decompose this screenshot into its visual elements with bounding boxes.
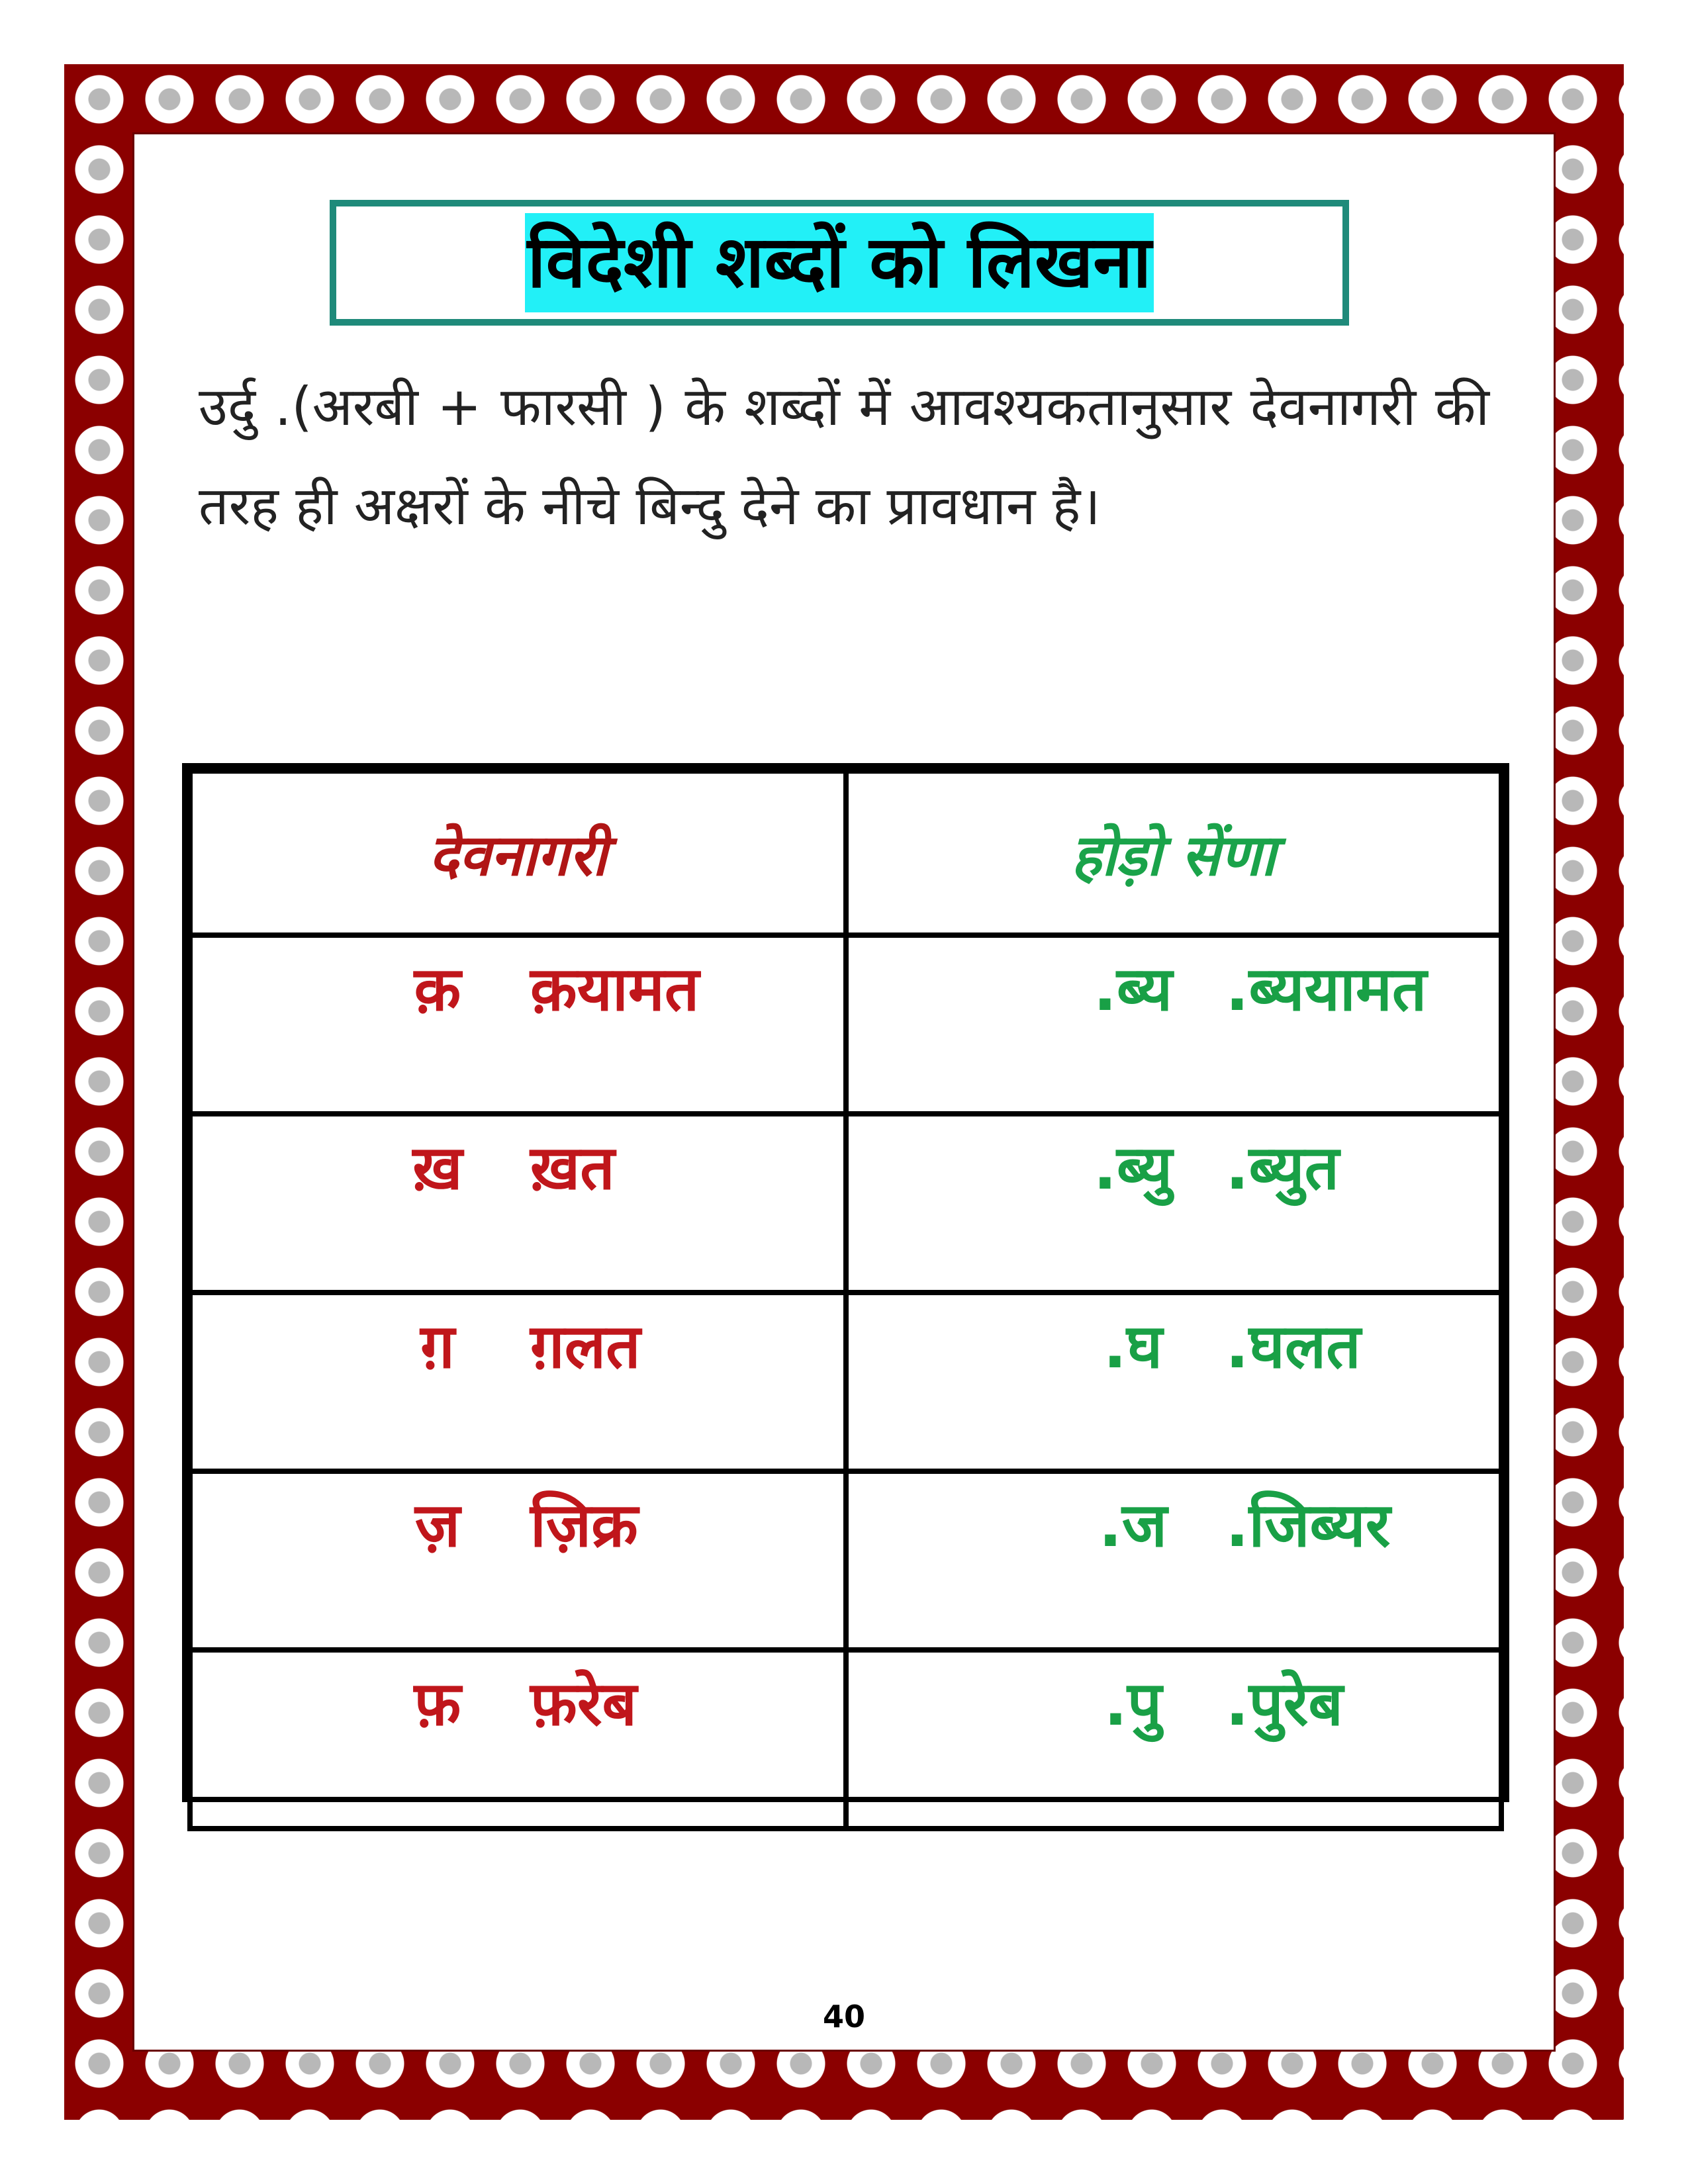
ho-word: .ब्ययामत xyxy=(1225,954,1427,1024)
devanagari-letter: ख़ xyxy=(412,1132,463,1203)
ho-letter: .ब्य xyxy=(1093,954,1173,1024)
table-row xyxy=(190,935,1501,1114)
ho-cell xyxy=(846,1650,1502,1829)
devanagari-letter: ग़ xyxy=(420,1311,455,1382)
ho-letter: .घ xyxy=(1103,1311,1163,1382)
ho-cell xyxy=(846,1471,1502,1650)
header-cell-devanagari xyxy=(190,771,846,935)
ho-letter: .ब्यु xyxy=(1093,1132,1173,1203)
table-row xyxy=(190,1471,1501,1650)
ho-word: .पुरेब xyxy=(1225,1668,1343,1739)
ho-cell xyxy=(846,935,1502,1114)
letters-table xyxy=(182,763,1509,1802)
devanagari-word: ख़त xyxy=(530,1132,615,1203)
table-header-row xyxy=(190,771,1501,935)
ho-word: .घलत xyxy=(1225,1311,1361,1382)
devanagari-letter: फ़ xyxy=(414,1668,461,1739)
devanagari-word: फ़रेब xyxy=(530,1668,637,1739)
ho-word: .जिब्यर xyxy=(1225,1490,1391,1561)
devanagari-letter: ज़ xyxy=(414,1490,461,1561)
table-row xyxy=(190,1114,1501,1293)
ho-cell xyxy=(846,1293,1502,1471)
intro-paragraph: उर्दु .(अरबी + फारसी ) के शब्दों में आवश्यकतानुसार देवनागरी की तरह ही अक्षरों के नीचे बिन्दु देने का प्रावधान है। xyxy=(199,376,1489,537)
devanagari-word: ज़िक्र xyxy=(530,1490,638,1561)
devanagari-word: ग़लत xyxy=(530,1311,641,1382)
page-number: 40 xyxy=(822,1999,865,2034)
title-box xyxy=(330,200,1349,326)
devanagari-cell xyxy=(190,1114,846,1293)
devanagari-word: क़यामत xyxy=(530,954,700,1024)
ho-letter: .ज xyxy=(1098,1490,1168,1561)
page-title: विदेशी शब्दों को लिखना xyxy=(525,213,1154,312)
header-devanagari: देवनागरी xyxy=(428,822,607,889)
devanagari-cell xyxy=(190,1471,846,1650)
devanagari-cell xyxy=(190,1650,846,1829)
header-cell-ho xyxy=(846,771,1502,935)
ho-word: .ब्युत xyxy=(1225,1132,1340,1203)
ho-letter: .पु xyxy=(1103,1668,1162,1739)
devanagari-cell xyxy=(190,935,846,1114)
table-row xyxy=(190,1293,1501,1471)
table-row xyxy=(190,1650,1501,1829)
ho-cell xyxy=(846,1114,1502,1293)
letters-table-grid xyxy=(187,768,1504,1831)
header-ho: होड़ो सेंणा xyxy=(1071,822,1276,889)
devanagari-letter: क़ xyxy=(414,954,461,1024)
devanagari-cell xyxy=(190,1293,846,1471)
